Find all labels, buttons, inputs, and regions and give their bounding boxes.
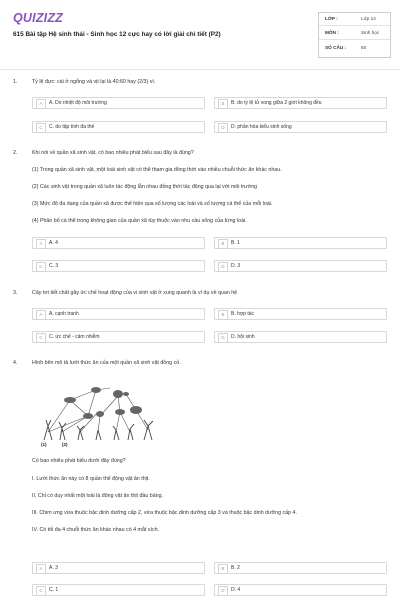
option-text: B. 2 bbox=[231, 565, 240, 571]
question-text: Hình bên mô tả lưới thức ăn của một quần xã sinh vật đồng cỏ. bbox=[32, 360, 181, 366]
option-d[interactable] bbox=[214, 331, 387, 343]
option-text: A. cạnh tranh bbox=[49, 311, 79, 317]
option-text: A. Do nhiệt độ môi trường bbox=[49, 100, 107, 106]
option-b[interactable] bbox=[214, 308, 387, 320]
option-text: B. hợp tác bbox=[231, 311, 255, 317]
option-text: B. do tỷ lệ tử vong giữa 2 giới không đều bbox=[231, 100, 322, 106]
figure-label-2: (2) bbox=[62, 442, 68, 447]
option-letter: D bbox=[218, 586, 228, 596]
meta-key: SỐ CÂU : bbox=[325, 45, 347, 50]
option-d[interactable] bbox=[214, 121, 387, 133]
option-text: D. phân hóa kiểu sinh sống bbox=[231, 124, 292, 130]
option-a[interactable] bbox=[32, 308, 205, 320]
option-text: D. 4 bbox=[231, 587, 241, 593]
option-letter: C bbox=[36, 586, 46, 596]
question-number: 4. bbox=[13, 360, 18, 366]
question-text: Có bao nhiêu phát biểu dưới đây đúng? bbox=[32, 458, 126, 464]
option-b[interactable] bbox=[214, 562, 387, 574]
option-letter: A bbox=[36, 310, 46, 320]
option-text: C. 1 bbox=[49, 587, 59, 593]
question-statement: (2) Các sinh vật trong quần xã luôn tác động lẫn nhau đồng thời tác động qua lại với môi trường bbox=[32, 184, 258, 190]
meta-row-class bbox=[319, 13, 390, 26]
header-divider bbox=[0, 69, 400, 70]
option-a[interactable] bbox=[32, 562, 205, 574]
option-letter: B bbox=[218, 564, 228, 574]
option-letter: C bbox=[36, 123, 46, 133]
option-text: B. 1 bbox=[231, 240, 240, 246]
quizizz-logo: QUIZIZZ bbox=[13, 11, 64, 25]
option-letter: A bbox=[36, 99, 46, 109]
meta-value: Lớp 12 bbox=[361, 16, 376, 21]
option-text: A. 3 bbox=[49, 565, 58, 571]
meta-value: 50 bbox=[361, 45, 367, 50]
question-text: Tỷ lệ đực: cái ở ngỗng và vịt lại là 40:60 hay (2/3) vì. bbox=[32, 79, 156, 85]
option-letter: B bbox=[218, 99, 228, 109]
option-letter: B bbox=[218, 239, 228, 249]
meta-value: Sinh học bbox=[361, 30, 380, 35]
option-c[interactable] bbox=[32, 584, 205, 596]
option-letter: C bbox=[36, 262, 46, 272]
question-text: Khi nói về quần xã sinh vật, có bao nhiêu phát biểu sau đây là đúng? bbox=[32, 150, 194, 156]
option-a[interactable] bbox=[32, 237, 205, 249]
meta-row-subject bbox=[319, 27, 390, 40]
question-statement: (4) Phân bố cá thể trong không gian của quần xã tùy thuộc vào nhu cầu sống của từng loài. bbox=[32, 218, 247, 224]
option-text: C. do tập tính đa thê bbox=[49, 124, 95, 130]
figure-label-1: (1) bbox=[41, 442, 47, 447]
option-letter: D bbox=[218, 262, 228, 272]
question-statement: III. Chim ưng vừa thuộc bậc dinh dưỡng cấp 2, vừa thuộc bậc dinh dưỡng cấp 3 và thuộc bậc dinh dưỡng cấp 4. bbox=[32, 510, 297, 516]
option-letter: C bbox=[36, 333, 46, 343]
option-c[interactable] bbox=[32, 331, 205, 343]
question-number: 1. bbox=[13, 79, 18, 85]
option-b[interactable] bbox=[214, 97, 387, 109]
option-text: A. 4 bbox=[49, 240, 58, 246]
option-text: D. 3 bbox=[231, 263, 241, 269]
meta-row-count bbox=[319, 42, 390, 54]
question-statement: (1) Trong quần xã sinh vật, một loài sinh vật có thể tham gia đồng thời vào nhiều chuỗi thức ăn khác nhau. bbox=[32, 167, 282, 173]
option-letter: A bbox=[36, 564, 46, 574]
worksheet-meta-box bbox=[318, 12, 391, 58]
option-letter: B bbox=[218, 310, 228, 320]
option-letter: D bbox=[218, 333, 228, 343]
question-statement: (3) Mức độ đa dạng của quần xã được thể hiện qua số lượng các loài và số lượng cá thể của mỗi loài. bbox=[32, 201, 273, 207]
option-b[interactable] bbox=[214, 237, 387, 249]
question-statement: I. Lưới thức ăn này có 8 quần thể động vật ăn thịt. bbox=[32, 476, 150, 482]
meta-key: MÔN : bbox=[325, 30, 339, 35]
option-c[interactable] bbox=[32, 121, 205, 133]
option-letter: A bbox=[36, 239, 46, 249]
question-number: 3. bbox=[13, 290, 18, 296]
option-text: D. hội sinh bbox=[231, 334, 255, 340]
worksheet-title: 615 Bài tập Hệ sinh thái - Sinh học 12 cực hay có lời giải chi tiết (P2) bbox=[13, 31, 221, 38]
question-statement: IV. Có tối đa 4 chuỗi thức ăn khác nhau có 4 mắt xích. bbox=[32, 527, 160, 533]
option-text: C. ức chế - cảm nhiễm bbox=[49, 334, 100, 340]
option-c[interactable] bbox=[32, 260, 205, 272]
question-statement: II. Chỉ có duy nhất một loài là động vật ăn thịt đầu bảng. bbox=[32, 493, 164, 499]
option-letter: D bbox=[218, 123, 228, 133]
question-text: Cây tơi tiết chất gây ức chế hoạt động của vi sinh vật ở xung quanh là ví dụ về quan hệ bbox=[32, 290, 238, 296]
meta-key: LỚP : bbox=[325, 16, 338, 21]
question-number: 2. bbox=[13, 150, 18, 156]
option-d[interactable] bbox=[214, 584, 387, 596]
option-text: C. 3 bbox=[49, 263, 59, 269]
option-a[interactable] bbox=[32, 97, 205, 109]
option-d[interactable] bbox=[214, 260, 387, 272]
food-web-figure bbox=[40, 382, 162, 442]
